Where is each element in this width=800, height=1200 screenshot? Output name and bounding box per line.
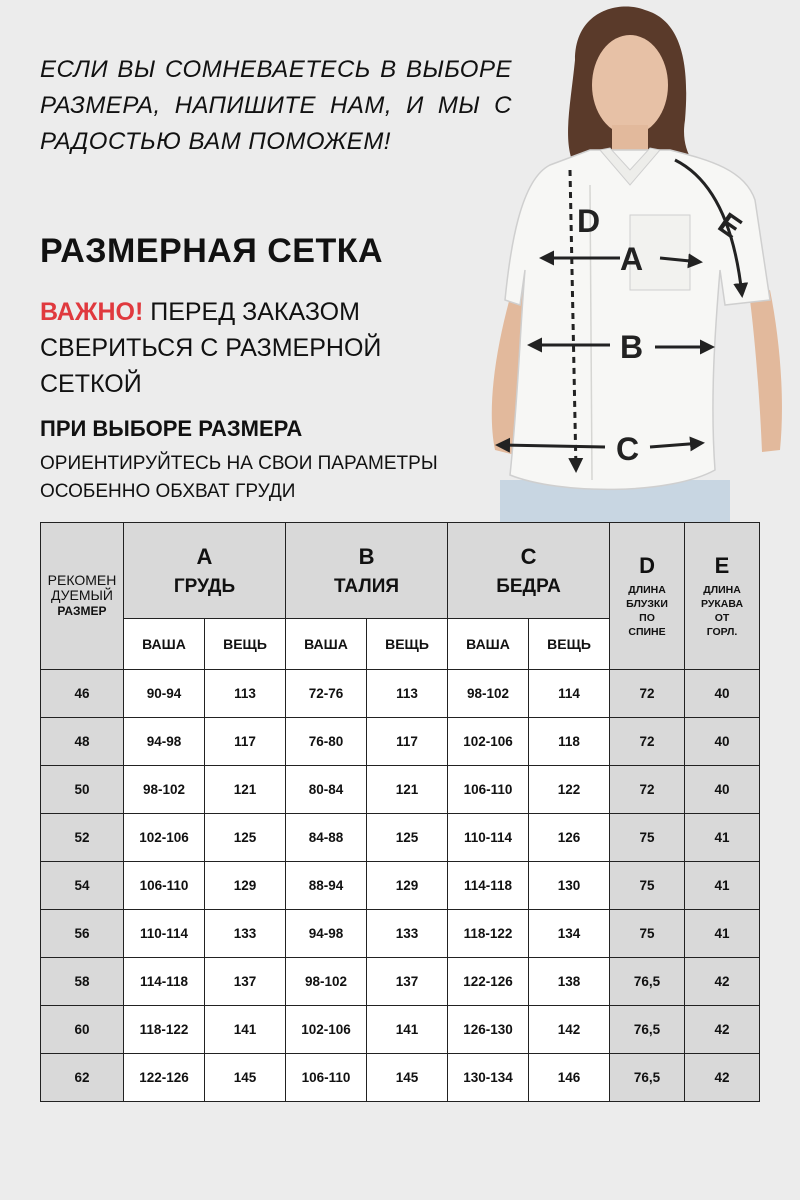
label-d: D xyxy=(577,203,601,239)
hips-header: C БЕДРА xyxy=(448,523,610,619)
hips-item-cell: 126 xyxy=(529,814,610,862)
intro-line: РАЗМЕРА, НАПИШИТЕ НАМ, И МЫ С xyxy=(40,92,512,119)
chest-yours-cell: 90-94 xyxy=(124,670,205,718)
sleeve-length-cell: 40 xyxy=(685,670,760,718)
waist-item-cell: 137 xyxy=(367,958,448,1006)
chest-item-cell: 137 xyxy=(205,958,286,1006)
important-note xyxy=(40,294,420,402)
size-cell: 54 xyxy=(41,862,124,910)
waist-header: B ТАЛИЯ xyxy=(286,523,448,619)
label-a: A xyxy=(620,241,644,277)
waist-yours-cell: 80-84 xyxy=(286,766,367,814)
hips-yours-cell: 122-126 xyxy=(448,958,529,1006)
chest-item-cell: 129 xyxy=(205,862,286,910)
blouse-length-cell: 76,5 xyxy=(610,1006,685,1054)
chest-yours-cell: 106-110 xyxy=(124,862,205,910)
blouse-length-cell: 75 xyxy=(610,814,685,862)
waist-item-header: ВЕЩЬ xyxy=(367,619,448,670)
label-b: B xyxy=(620,329,644,365)
waist-item-cell: 129 xyxy=(367,862,448,910)
table-row xyxy=(41,958,760,1006)
chest-item-header: ВЕЩЬ xyxy=(205,619,286,670)
hips-item-cell: 138 xyxy=(529,958,610,1006)
chest-yours-cell: 110-114 xyxy=(124,910,205,958)
intro-line: ЕСЛИ ВЫ СОМНЕВАЕТЕСЬ В ВЫБОРЕ xyxy=(40,56,512,83)
hips-item-cell: 142 xyxy=(529,1006,610,1054)
table-row xyxy=(41,910,760,958)
sleeve-length-cell: 42 xyxy=(685,958,760,1006)
hips-yours-cell: 110-114 xyxy=(448,814,529,862)
sleeve-length-cell: 40 xyxy=(685,718,760,766)
size-cell: 48 xyxy=(41,718,124,766)
table-row xyxy=(41,1054,760,1102)
choose-text: ОРИЕНТИРУЙТЕСЬ НА СВОИ ПАРАМЕТРЫ ОСОБЕННО ОБХВАТ ГРУДИ xyxy=(40,453,438,502)
blouse-length-cell: 75 xyxy=(610,862,685,910)
blouse-length-cell: 72 xyxy=(610,766,685,814)
intro-line: РАДОСТЬЮ ВАМ ПОМОЖЕМ! xyxy=(40,128,391,155)
blouse-length-cell: 76,5 xyxy=(610,1054,685,1102)
sleeve-length-cell: 41 xyxy=(685,814,760,862)
waist-yours-cell: 98-102 xyxy=(286,958,367,1006)
waist-yours-cell: 106-110 xyxy=(286,1054,367,1102)
chest-item-cell: 125 xyxy=(205,814,286,862)
blouse-length-cell: 72 xyxy=(610,670,685,718)
chest-yours-cell: 118-122 xyxy=(124,1006,205,1054)
waist-item-cell: 141 xyxy=(367,1006,448,1054)
table-row xyxy=(41,718,760,766)
chest-item-cell: 141 xyxy=(205,1006,286,1054)
hips-yours-cell: 114-118 xyxy=(448,862,529,910)
waist-item-cell: 145 xyxy=(367,1054,448,1102)
model-photo xyxy=(480,0,800,522)
waist-item-cell: 133 xyxy=(367,910,448,958)
important-text: ПЕРЕД ЗАКАЗОМ СВЕРИТЬСЯ С РАЗМЕРНОЙ СЕТКОЙ xyxy=(40,298,382,398)
intro-text xyxy=(40,52,512,160)
blouse-length-cell: 75 xyxy=(610,910,685,958)
hips-item-cell: 134 xyxy=(529,910,610,958)
face xyxy=(592,35,668,135)
important-label: ВАЖНО! xyxy=(40,298,144,326)
label-c: C xyxy=(616,431,640,467)
waist-item-cell: 117 xyxy=(367,718,448,766)
waist-yours-cell: 94-98 xyxy=(286,910,367,958)
sleeve-length-cell: 42 xyxy=(685,1006,760,1054)
size-cell: 52 xyxy=(41,814,124,862)
hips-item-cell: 114 xyxy=(529,670,610,718)
hips-item-cell: 122 xyxy=(529,766,610,814)
waist-item-cell: 121 xyxy=(367,766,448,814)
chest-yours-cell: 98-102 xyxy=(124,766,205,814)
blouse-length-cell: 72 xyxy=(610,718,685,766)
sleeve-length-header: E ДЛИНА РУКАВА ОТ ГОРЛ. xyxy=(685,523,760,670)
label-e: E xyxy=(711,206,748,246)
waist-yours-header: ВАША xyxy=(286,619,367,670)
waist-yours-cell: 102-106 xyxy=(286,1006,367,1054)
hips-yours-cell: 126-130 xyxy=(448,1006,529,1054)
hips-yours-cell: 130-134 xyxy=(448,1054,529,1102)
chest-item-cell: 121 xyxy=(205,766,286,814)
page-title: РАЗМЕРНАЯ СЕТКА xyxy=(40,232,384,270)
chest-item-cell: 133 xyxy=(205,910,286,958)
sleeve-length-cell: 41 xyxy=(685,910,760,958)
chest-yours-cell: 102-106 xyxy=(124,814,205,862)
chest-yours-header: ВАША xyxy=(124,619,205,670)
hips-item-cell: 130 xyxy=(529,862,610,910)
waist-yours-cell: 76-80 xyxy=(286,718,367,766)
chest-yours-cell: 122-126 xyxy=(124,1054,205,1102)
chest-item-cell: 145 xyxy=(205,1054,286,1102)
sleeve-length-cell: 40 xyxy=(685,766,760,814)
size-cell: 46 xyxy=(41,670,124,718)
chest-header: A ГРУДЬ xyxy=(124,523,286,619)
hips-item-cell: 118 xyxy=(529,718,610,766)
hips-yours-cell: 98-102 xyxy=(448,670,529,718)
hips-yours-header: ВАША xyxy=(448,619,529,670)
hips-yours-cell: 106-110 xyxy=(448,766,529,814)
table-row xyxy=(41,670,760,718)
size-table xyxy=(40,522,760,1102)
table-row xyxy=(41,814,760,862)
chest-yours-cell: 94-98 xyxy=(124,718,205,766)
blouse-length-cell: 76,5 xyxy=(610,958,685,1006)
hips-yours-cell: 102-106 xyxy=(448,718,529,766)
size-cell: 62 xyxy=(41,1054,124,1102)
size-column-header: РЕКОМЕН ДУЕМЫЙ РАЗМЕР xyxy=(41,523,124,670)
table-row xyxy=(41,1006,760,1054)
hips-yours-cell: 118-122 xyxy=(448,910,529,958)
sleeve-length-cell: 41 xyxy=(685,862,760,910)
hips-item-header: ВЕЩЬ xyxy=(529,619,610,670)
hips-item-cell: 146 xyxy=(529,1054,610,1102)
size-cell: 58 xyxy=(41,958,124,1006)
choose-heading: ПРИ ВЫБОРЕ РАЗМЕРА xyxy=(40,416,303,441)
size-cell: 56 xyxy=(41,910,124,958)
chest-item-cell: 117 xyxy=(205,718,286,766)
table-row xyxy=(41,862,760,910)
sleeve-length-cell: 42 xyxy=(685,1054,760,1102)
chest-item-cell: 113 xyxy=(205,670,286,718)
waist-item-cell: 113 xyxy=(367,670,448,718)
waist-yours-cell: 88-94 xyxy=(286,862,367,910)
waist-item-cell: 125 xyxy=(367,814,448,862)
blouse-length-header: D ДЛИНА БЛУЗКИ ПО СПИНЕ xyxy=(610,523,685,670)
size-cell: 60 xyxy=(41,1006,124,1054)
waist-yours-cell: 72-76 xyxy=(286,670,367,718)
table-row xyxy=(41,766,760,814)
waist-yours-cell: 84-88 xyxy=(286,814,367,862)
size-cell: 50 xyxy=(41,766,124,814)
chest-yours-cell: 114-118 xyxy=(124,958,205,1006)
